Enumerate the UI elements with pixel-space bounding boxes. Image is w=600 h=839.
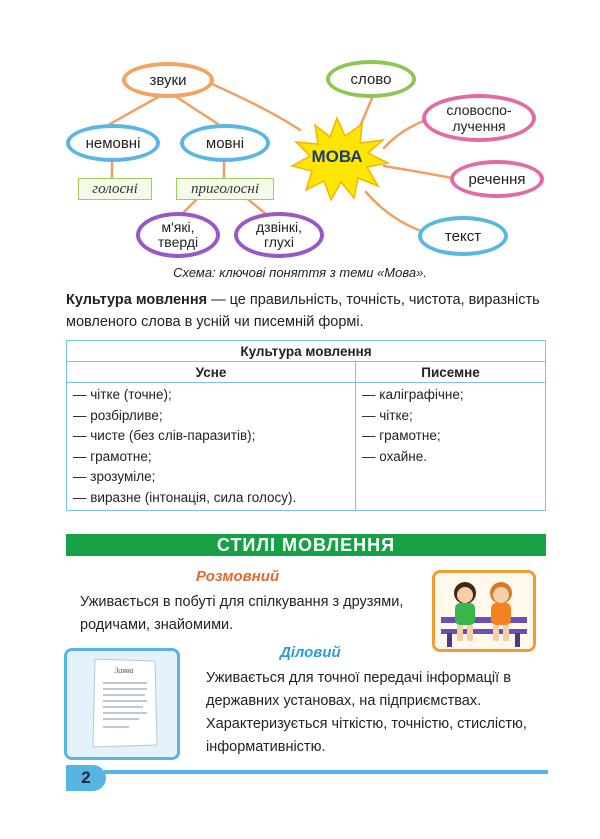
- document-illustration: [64, 648, 180, 760]
- oval-sentence: речення: [450, 160, 544, 198]
- oral-item: — грамотне;: [73, 448, 152, 464]
- oval-soft-hard: [136, 212, 220, 258]
- diagram-caption: Схема: ключові поняття з теми «Мова».: [173, 265, 427, 280]
- speech-culture-table: [66, 340, 546, 511]
- page-number-badge: [66, 765, 106, 791]
- connector-mova-sentence: [384, 166, 452, 178]
- written-header: Писемне: [356, 362, 546, 383]
- oval-sounds: звуки: [122, 62, 214, 98]
- written-item: — грамотне;: [362, 428, 441, 443]
- phrase-line-2: лучення: [452, 118, 506, 134]
- oval-vocal: мовні: [180, 124, 270, 162]
- footer-rule: [104, 770, 548, 774]
- section-heading: СТИЛІ МОВЛЕННЯ: [216, 534, 396, 555]
- application-document-icon: [67, 651, 177, 757]
- oval-voiced-voiceless: [234, 212, 324, 258]
- connector-sounds-vocal: [175, 96, 218, 124]
- oral-item: — розбірливе;: [73, 407, 163, 423]
- oral-item: — виразне (інтонація, сила голосу).: [73, 489, 297, 505]
- oral-list: [67, 383, 356, 511]
- connector-sounds-nonvocal: [110, 96, 160, 124]
- children-illustration: [432, 570, 536, 652]
- page-number: 2: [81, 768, 91, 787]
- connector-mova-text: [366, 192, 424, 232]
- written-item: — охайне.: [362, 448, 427, 464]
- document-heading: Заява: [114, 666, 134, 675]
- definition-paragraph: [66, 289, 551, 333]
- table-title: Культура мовлення: [67, 341, 546, 362]
- section-heading-bar: [66, 534, 546, 556]
- soft-hard-line-1: м'які,: [161, 219, 195, 235]
- oval-text: текст: [418, 216, 508, 256]
- voiced-line-2: глухі: [263, 234, 295, 250]
- oral-header: Усне: [67, 362, 356, 383]
- voiced-line-1: дзвінкі,: [256, 219, 302, 235]
- colloquial-style-text: Уживається в побуті для спілкування з друзями, родичами, знайомими.: [80, 594, 404, 633]
- tag-vowels: голосні: [78, 178, 152, 200]
- oral-item: — зрозуміле;: [73, 469, 156, 484]
- business-style-text: Уживається для точної передачі інформації в державних установах, на підприємствах. Характеризується чіткістю, точністю, стислістю, інформативністю.: [206, 670, 527, 755]
- connector-mova-phrase: [384, 120, 426, 148]
- oral-item: — чітке (точне);: [73, 387, 172, 402]
- written-item: — каліграфічне;: [362, 387, 464, 402]
- oral-item: — чисте (без слів-паразитів);: [73, 428, 256, 443]
- soft-hard-line-2: тверді: [157, 234, 199, 250]
- phrase-line-1: словоспо-: [446, 102, 512, 118]
- oval-words: слово: [326, 60, 416, 98]
- written-item: — чітке;: [362, 407, 413, 423]
- definition-term: Культура мовлення: [66, 292, 208, 308]
- oval-phrase: [422, 94, 536, 142]
- definition-text: — це правильність, точність, чистота, виразність мовленого слова в усній чи писемній формі.: [66, 292, 540, 330]
- colloquial-style-title: Розмовний: [196, 568, 280, 585]
- oval-non-vocal: немовні: [66, 124, 160, 162]
- written-list: [356, 383, 546, 511]
- tag-consonants: приголосні: [176, 178, 274, 200]
- center-label-mova: МОВА: [311, 147, 363, 166]
- children-on-bench-icon: [435, 573, 533, 649]
- mind-map: [0, 0, 600, 262]
- business-style-title: Діловий: [280, 644, 341, 661]
